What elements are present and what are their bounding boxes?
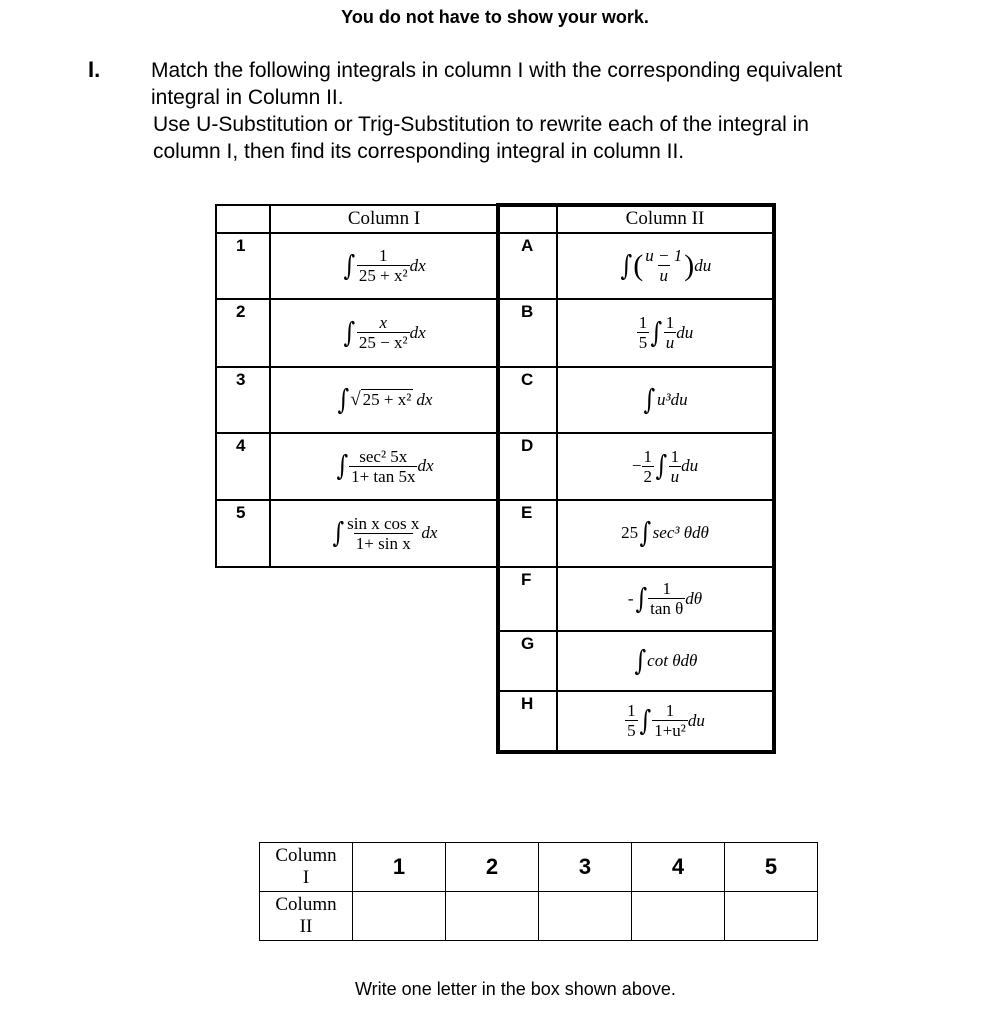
integral-1: ∫ $\frac{1}{\text{25 + x²}}$ dx [343, 246, 426, 285]
grid-line [215, 204, 498, 206]
column-ii-header: Column II [625, 208, 705, 229]
row-number: 3 [236, 370, 246, 389]
row-letter: G [521, 634, 535, 653]
answer-box[interactable] [539, 892, 632, 941]
footer-note: Write one letter in the box shown above. [355, 979, 676, 999]
instruction-line: integral in Column II. [151, 86, 344, 109]
row-letter: D [521, 436, 534, 455]
integral-2: ∫ $\frac{x}{\text{25 − x²}}$ dx [343, 313, 426, 352]
answer-header: 3 [539, 843, 632, 892]
row-letter: E [521, 503, 533, 522]
page-title: You do not have to show your work. [341, 7, 649, 27]
instruction-line: Match the following integrals in column I with the corresponding equivalent [151, 59, 843, 82]
column-i-header: Column I [347, 208, 421, 229]
integral-g: ∫ cot θdθ [634, 643, 698, 677]
integral-e: 25 ∫ sec³ θdθ [621, 516, 709, 549]
answer-header: 5 [725, 843, 818, 892]
integral-d: − $\frac{1}{2}$ ∫ $\frac{1}{u}$ du [631, 446, 699, 486]
row-number: 2 [236, 302, 246, 321]
answer-box[interactable] [446, 892, 539, 941]
answer-header: 4 [632, 843, 725, 892]
integral-a: ∫ ( $\frac{u - 1}{u}$ ) du [620, 246, 712, 285]
answer-header: 2 [446, 843, 539, 892]
answer-table [259, 842, 818, 941]
answer-box[interactable] [725, 892, 818, 941]
grid-line [496, 203, 776, 207]
row-letter: H [521, 694, 534, 713]
row-label-column-i: Column I [260, 843, 353, 892]
question-instructions [151, 57, 951, 165]
row-letter: B [521, 302, 534, 321]
integral-3: ∫ √ 25 + x² dx [337, 382, 433, 416]
answer-box[interactable] [353, 892, 446, 941]
answer-box[interactable] [632, 892, 725, 941]
instruction-line: column I, then find its corresponding integral in column II. [153, 140, 685, 163]
grid-line [215, 566, 498, 568]
grid-line [215, 204, 217, 567]
answer-header: 1 [353, 843, 446, 892]
row-letter: F [521, 570, 532, 589]
integral-4: ∫ $\frac{\text{sec² 5x}}{1+ \tan 5x}$ dx [335, 446, 434, 486]
row-label-column-ii: Column II [260, 892, 353, 941]
row-letter: A [521, 236, 534, 255]
grid-line [496, 750, 776, 754]
row-letter: C [521, 370, 534, 389]
integral-b: $\frac{1}{5}$ ∫ $\frac{1}{u}$ du [638, 313, 694, 352]
row-number: 4 [236, 436, 246, 455]
integral-h: $\frac{1}{5}$ ∫ $\frac{1}{\text{1+u²}}$ du [627, 701, 705, 740]
row-number: 5 [236, 503, 246, 522]
integral-5: ∫ $\frac{\text{sin x cos x}}{\text{1+ sin x}}$ dx [332, 513, 438, 553]
row-number: 1 [236, 236, 246, 255]
instruction-line: Use U-Substitution or Trig-Substitution to rewrite each of the integral in [153, 113, 809, 136]
question-number: I. [88, 57, 101, 82]
integral-c: ∫ u³du [643, 382, 688, 416]
integral-f: - ∫ $\frac{1}{\text{tan θ}}$ dθ [627, 579, 703, 618]
